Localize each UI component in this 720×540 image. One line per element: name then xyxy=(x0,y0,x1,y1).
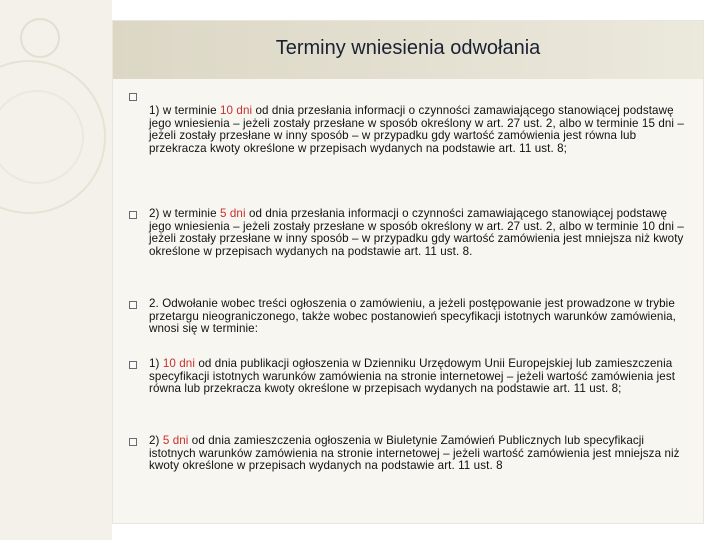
highlight-days: 5 dni xyxy=(219,207,246,220)
slide-title: Terminy wniesienia odwołania xyxy=(275,37,541,59)
list-item-term-2 xyxy=(149,208,689,258)
list-item-term-eu xyxy=(149,358,689,396)
item-prefix: 2) xyxy=(149,434,163,447)
item-text: od dnia przesłania informacji o czynności zamawiającego stanowiącej podstawę jego wniesienia – jeżeli zostały przesłane w sposób określony w art. 27 ust. 2, albo w terminie 10 dni – jeżeli zostały przesłane w inny sposób – w przypadku gdy wartość zamówienia jest mniejsza niż kwoty określone w przepisach wydanych na podstawie art. 11 ust. 8. xyxy=(149,207,684,258)
bullet-icon xyxy=(129,438,137,446)
title-band xyxy=(113,21,703,79)
highlight-days: 10 dni xyxy=(162,357,196,370)
list-item-appeal-notice xyxy=(149,298,689,336)
decorative-circle xyxy=(20,18,60,58)
item-prefix: 1) w terminie xyxy=(149,104,220,117)
highlight-days: 10 dni xyxy=(219,104,253,117)
item-text: od dnia przesłania informacji o czynności zamawiającego stanowiącej podstawę jego wniesienia – jeżeli zostały przesłane w sposób określony w art. 27 ust. 2, albo w terminie 15 dni – jeżeli zostały przesłane w inny sposób – w przypadku gdy wartość zamówienia jest równa lub przekracza kwoty określone w przepisach wydanych na podstawie art. 11 ust. 8; xyxy=(149,104,684,155)
item-prefix: 1) xyxy=(149,357,163,370)
bullet-icon xyxy=(129,301,137,309)
empty-bullet-icon xyxy=(129,93,137,101)
bullet-icon xyxy=(129,361,137,369)
item-text: od dnia zamieszczenia ogłoszenia w Biuletynie Zamówień Publicznych lub specyfikacji istotnych warunków zamówienia na stronie internetowej – jeżeli wartość zamówienia jest mniejsza niż kwoty określone w przepisach wydanych na podstawie art. 11 ust. 8 xyxy=(149,434,680,473)
item-text: 2. Odwołanie wobec treści ogłoszenia o zamówieniu, a jeżeli postępowanie jest prowadzone w trybie przetargu nieograniczonego, także wobec postanowień specyfikacji istotnych warunków zamówienia, wnosi się w terminie: xyxy=(149,297,676,336)
item-text: od dnia publikacji ogłoszenia w Dzienniku Urzędowym Unii Europejskiej lub zamieszczenia specyfikacji istotnych warunków zamówienia na stronie internetowej – jeżeli wartość zamówienia jest równa lub przekracza kwoty określone w przepisach wydanych na podstawie art. 11 ust. 8; xyxy=(149,357,676,396)
item-prefix: 2) w terminie xyxy=(149,207,220,220)
list-item-term-1 xyxy=(149,105,689,155)
slide xyxy=(112,20,704,524)
bullet-icon xyxy=(129,211,137,219)
list-item-term-bzp xyxy=(149,435,689,473)
highlight-days: 5 dni xyxy=(162,434,189,447)
